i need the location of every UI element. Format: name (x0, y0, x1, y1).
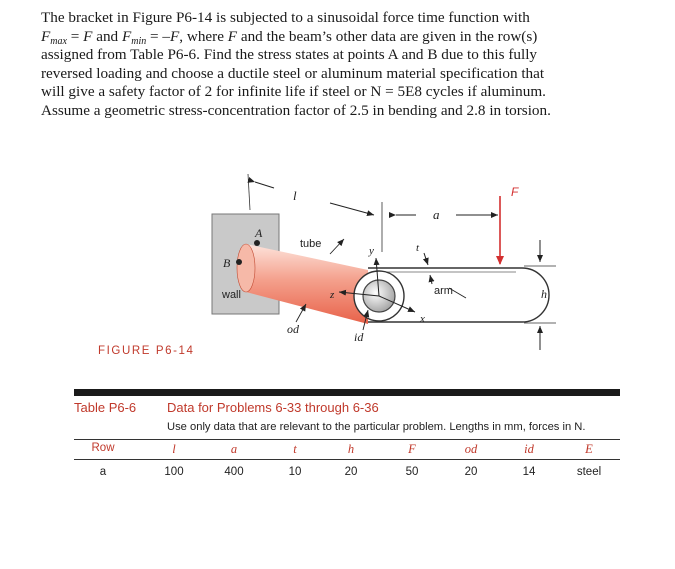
equals-text: = (66, 27, 84, 45)
figure-caption: FIGURE P6-14 (98, 345, 195, 357)
dim-l-extension (248, 174, 250, 210)
tube-base-end (237, 244, 255, 292)
dim-l-arrow-left (255, 182, 274, 188)
label-l: l (293, 188, 297, 203)
label-h: h (541, 287, 547, 301)
table-heading (74, 400, 379, 415)
table-note: Use only data that are relevant to the particular problem. Lengths in mm, forces in N. (167, 421, 586, 433)
label-x: x (420, 313, 425, 325)
header-l: l (172, 442, 176, 456)
label-od: od (287, 322, 299, 336)
header-a: a (230, 442, 238, 456)
problem-line-4: reversed loading and choose a ductile steel or aluminum material specification that (41, 64, 545, 82)
label-y: y (369, 245, 374, 257)
f-symbol: F (83, 27, 93, 45)
label-point-a: A (255, 226, 263, 240)
label-point-b: B (223, 256, 231, 270)
cell-f: 50 (405, 466, 419, 478)
table-header-row (74, 442, 620, 458)
problem-line-1: The bracket in Figure P6-14 is subjected to a sinusoidal force time function with (41, 9, 530, 26)
min-subscript: min (131, 35, 147, 47)
f-symbol: F (169, 27, 180, 45)
table-label: Table P6-6 (74, 400, 137, 415)
cell-h: 20 (344, 466, 358, 478)
header-h: h (347, 442, 355, 456)
header-row: Row (91, 442, 115, 454)
cell-row: a (99, 466, 107, 478)
table-header-top-rule (74, 439, 620, 440)
od-leader (296, 304, 306, 322)
problem-line-3: assigned from Table P6-6. Find the stress states at points A and B due to this fully (41, 46, 538, 64)
table-header-bottom-rule (74, 459, 620, 460)
table-title: Data for Problems 6-33 through 6-36 (167, 400, 379, 415)
header-id: id (524, 442, 534, 456)
header-f: F (408, 442, 416, 456)
label-id: id (354, 330, 364, 344)
cell-e: steel (576, 466, 602, 478)
label-a: a (433, 207, 440, 222)
problem-line-6: Assume a geometric stress-concentration factor of 2.5 in bending and 2.8 in torsion. (41, 101, 551, 119)
fmax-symbol: F (41, 27, 51, 45)
f-symbol: F (227, 27, 238, 45)
label-z: z (330, 289, 335, 301)
equals-minus-text: = – (146, 27, 170, 45)
problem-line-5: will give a safety factor of 2 for infinite life if steel or N = 5E8 cycles if aluminum. (41, 83, 546, 101)
label-arm: arm (434, 285, 453, 297)
tube-leader (330, 239, 344, 254)
point-b-marker (236, 259, 242, 265)
header-e: E (585, 442, 593, 456)
label-t: t (416, 242, 420, 254)
header-t: t (293, 442, 297, 456)
table-row (74, 466, 620, 482)
where-text: , where (179, 27, 228, 45)
and-text: and (92, 27, 122, 45)
max-subscript: max (50, 35, 67, 47)
point-a-marker (254, 240, 260, 246)
line-2-rest: and the beam’s other data are given in the row(s) (237, 27, 538, 45)
dim-t-arrow (424, 253, 428, 265)
label-tube: tube (300, 238, 322, 250)
fmin-symbol: F (121, 27, 132, 45)
cell-id: 14 (522, 466, 536, 478)
dim-l-arrow-right (330, 203, 374, 215)
label-f: F (511, 185, 519, 199)
header-od: od (464, 442, 478, 456)
cell-od: 20 (464, 466, 478, 478)
cell-a: 400 (224, 466, 244, 478)
cell-l: 100 (164, 466, 184, 478)
label-wall: wall (222, 289, 241, 301)
cell-t: 10 (288, 466, 302, 478)
table-top-rule (74, 389, 620, 396)
